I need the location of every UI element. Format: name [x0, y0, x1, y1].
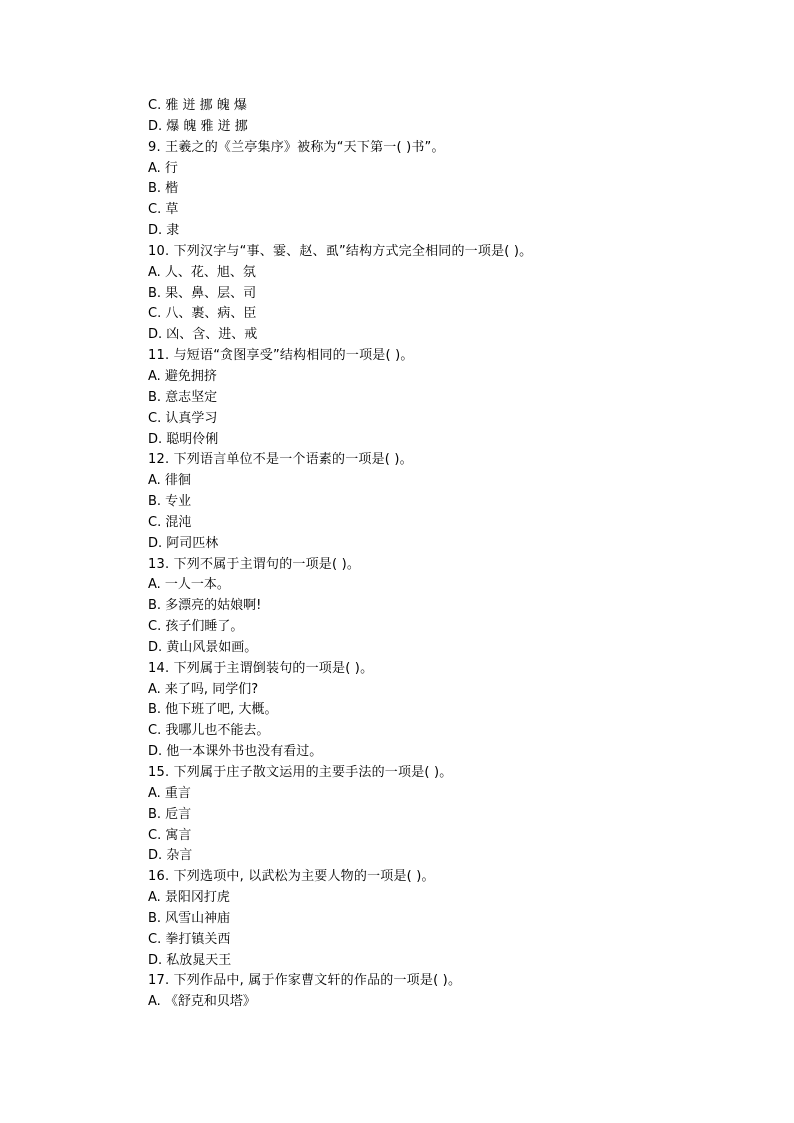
- option-line: C. 拳打镇关西: [148, 931, 231, 947]
- option-line: C. 八、裹、病、臣: [148, 306, 257, 322]
- option-line: D. 黄山风景如画。: [148, 639, 258, 655]
- option-line: A. 重言: [148, 785, 191, 801]
- option-line: D. 爆 魄 雅 迸 挪: [148, 118, 248, 134]
- option-line: C. 我哪儿也不能去。: [148, 723, 270, 739]
- option-line: A. 一人一本。: [148, 577, 230, 593]
- option-line: B. 风雪山神庙: [148, 910, 231, 926]
- question-line: 11. 与短语“贪图享受”结构相同的一项是( )。: [148, 348, 414, 364]
- option-line: B. 果、鼻、层、司: [148, 285, 257, 301]
- option-line: B. 楷: [148, 181, 179, 197]
- option-line: D. 隶: [148, 223, 180, 239]
- option-line: B. 多漂亮的姑娘啊!: [148, 598, 262, 614]
- option-line: A. 避免拥挤: [148, 368, 217, 384]
- option-line: A. 《舒克和贝塔》: [148, 994, 256, 1010]
- option-line: D. 阿司匹林: [148, 535, 219, 551]
- question-line: 9. 王羲之的《兰亭集序》被称为“天下第一( )书”。: [148, 139, 445, 155]
- option-line: D. 他一本课外书也没有看过。: [148, 744, 323, 760]
- option-line: B. 卮言: [148, 806, 192, 822]
- option-line: C. 寓言: [148, 827, 192, 843]
- question-line: 10. 下列汉字与“事、霎、赵、虱”结构方式完全相同的一项是( )。: [148, 243, 533, 259]
- option-line: A. 景阳冈打虎: [148, 890, 230, 906]
- option-line: A. 行: [148, 160, 178, 176]
- question-line: 15. 下列属于庄子散文运用的主要手法的一项是( )。: [148, 765, 453, 780]
- option-line: C. 认真学习: [148, 410, 218, 426]
- option-line: D. 杂言: [148, 848, 193, 864]
- option-line: A. 人、花、旭、氛: [148, 264, 256, 280]
- option-line: D. 私放晁天王: [148, 952, 232, 968]
- option-line: C. 雅 迸 挪 魄 爆: [148, 98, 247, 113]
- option-line: B. 他下班了吧, 大概。: [148, 702, 278, 718]
- option-line: B. 专业: [148, 494, 192, 510]
- option-line: D. 聪明伶俐: [148, 431, 219, 447]
- option-line: B. 意志坚定: [148, 389, 218, 405]
- option-line: A. 来了吗, 同学们?: [148, 681, 259, 697]
- question-line: 14. 下列属于主谓倒装句的一项是( )。: [148, 660, 374, 676]
- option-line: D. 凶、含、进、戒: [148, 327, 258, 343]
- question-line: 13. 下列不属于主谓句的一项是( )。: [148, 556, 361, 572]
- question-line: 16. 下列选项中, 以武松为主要人物的一项是( )。: [148, 869, 435, 885]
- question-list: [148, 96, 748, 1013]
- question-line: 17. 下列作品中, 属于作家曹文轩的作品的一项是( )。: [148, 973, 462, 989]
- option-line: A. 徘徊: [148, 473, 191, 489]
- question-line: 12. 下列语言单位不是一个语素的一项是( )。: [148, 452, 413, 468]
- option-line: C. 草: [148, 202, 179, 218]
- option-line: C. 孩子们睡了。: [148, 619, 244, 635]
- option-line: C. 混沌: [148, 514, 192, 530]
